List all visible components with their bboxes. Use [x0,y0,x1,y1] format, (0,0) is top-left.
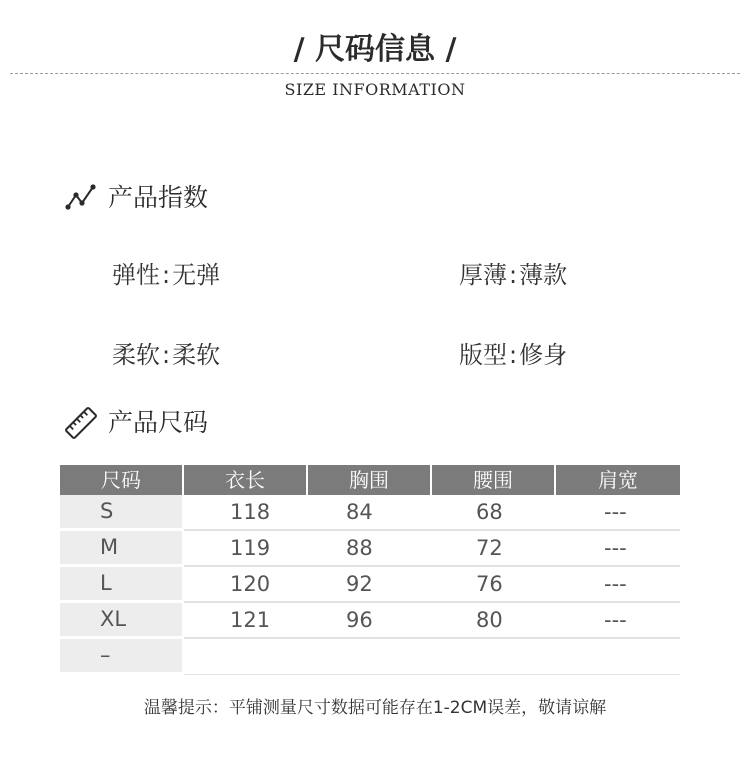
size-cell: M [60,531,184,567]
table-header-row [60,465,680,495]
attribute-fit: 版型:修身 [459,341,568,369]
column-header-shoulder: 肩宽 [556,465,680,495]
table-cell: 80 [432,603,556,639]
attribute-elasticity: 弹性:无弹 [112,261,221,289]
table-row [60,639,680,675]
table-cell: 76 [432,567,556,603]
attribute-value: 柔软 [172,341,221,369]
table-cell [308,639,432,675]
table-cell: 118 [184,495,308,531]
table-cell: 121 [184,603,308,639]
attribute-thickness: 厚薄:薄款 [459,261,568,289]
table-cell [184,639,308,675]
column-header-waist: 腰围 [432,465,556,495]
attribute-value: 薄款 [519,261,568,289]
product-size-heading [64,406,208,440]
table-cell: 68 [432,495,556,531]
dashed-divider [10,73,740,74]
table-cell: 72 [432,531,556,567]
measurement-note: 温馨提示：平铺测量尺寸数据可能存在1-2CM误差，敬请谅解 [143,698,607,718]
attribute-label: 版型 [459,341,507,369]
attribute-label: 厚薄 [459,261,507,289]
attribute-value: 修身 [519,341,568,369]
size-cell: XL [60,603,184,639]
product-size-label: 产品尺码 [108,408,209,437]
attribute-label: 弹性 [112,261,160,289]
table-cell: 119 [184,531,308,567]
column-header-length: 衣长 [184,465,308,495]
attribute-softness: 柔软:柔软 [112,341,221,369]
page-subtitle: SIZE INFORMATION [284,80,466,99]
table-cell: --- [556,567,680,603]
size-cell: S [60,495,184,531]
table-cell [556,639,680,675]
product-index-label: 产品指数 [108,183,209,212]
trend-line-icon [64,181,98,215]
table-cell: 96 [308,603,432,639]
attribute-value: 无弹 [172,261,221,289]
column-header-size: 尺码 [60,465,184,495]
attribute-label: 柔软 [112,341,160,369]
table-row [60,531,680,567]
table-cell: --- [556,495,680,531]
table-row [60,567,680,603]
table-cell: --- [556,603,680,639]
column-header-chest: 胸围 [308,465,432,495]
table-cell: 92 [308,567,432,603]
ruler-icon [64,406,98,440]
table-row [60,603,680,639]
size-cell: L [60,567,184,603]
table-cell: 88 [308,531,432,567]
table-cell: 84 [308,495,432,531]
product-index-heading [64,181,208,215]
size-table [60,465,680,675]
table-cell: --- [556,531,680,567]
size-cell: – [60,639,184,675]
table-cell [432,639,556,675]
table-cell: 120 [184,567,308,603]
page-title: / 尺码信息 / [293,32,457,67]
table-row [60,495,680,531]
